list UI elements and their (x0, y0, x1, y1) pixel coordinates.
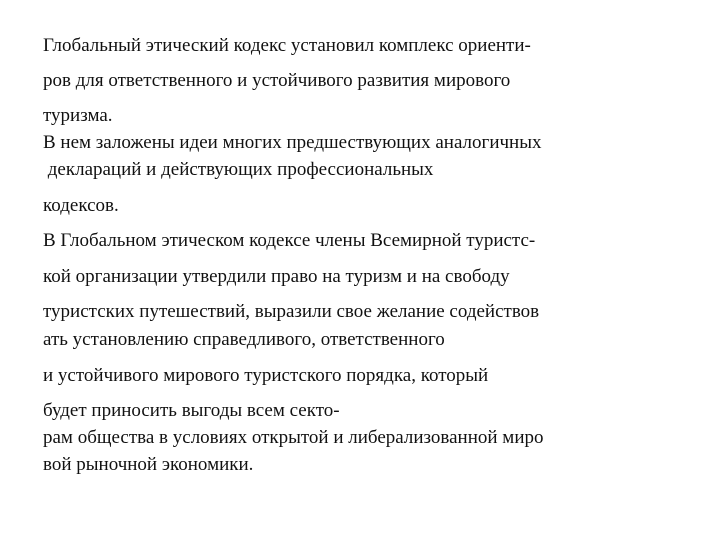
text-line: туристских путешествий, выразили свое желание содействов (43, 301, 540, 322)
text-line: кодексов. (43, 195, 119, 216)
text-line: будет приносить выгоды всем секто- (43, 400, 340, 421)
text-line: ров для ответственного и устойчивого развития мирового (43, 70, 511, 91)
text-line: рам общества в условиях открытой и либерализованной миро (43, 427, 544, 448)
text-line: В Глобальном этическом кодексе члены Всемирной туристс- (43, 230, 536, 251)
text-line: Глобальный этический кодекс установил комплекс ориенти- (43, 35, 531, 56)
text-line: В нем заложены идеи многих предшествующих аналогичных (43, 132, 542, 153)
text-line: ать установлению справедливого, ответственного (43, 329, 445, 350)
text-line: кой организации утвердили право на туризм и на свободу (43, 266, 510, 287)
text-line: и устойчивого мирового туристского порядка, который (43, 365, 489, 386)
text-line: деклараций и действующих профессиональных (43, 159, 434, 180)
text-line: туризма. (43, 105, 113, 126)
text-line: вой рыночной экономики. (43, 454, 254, 475)
